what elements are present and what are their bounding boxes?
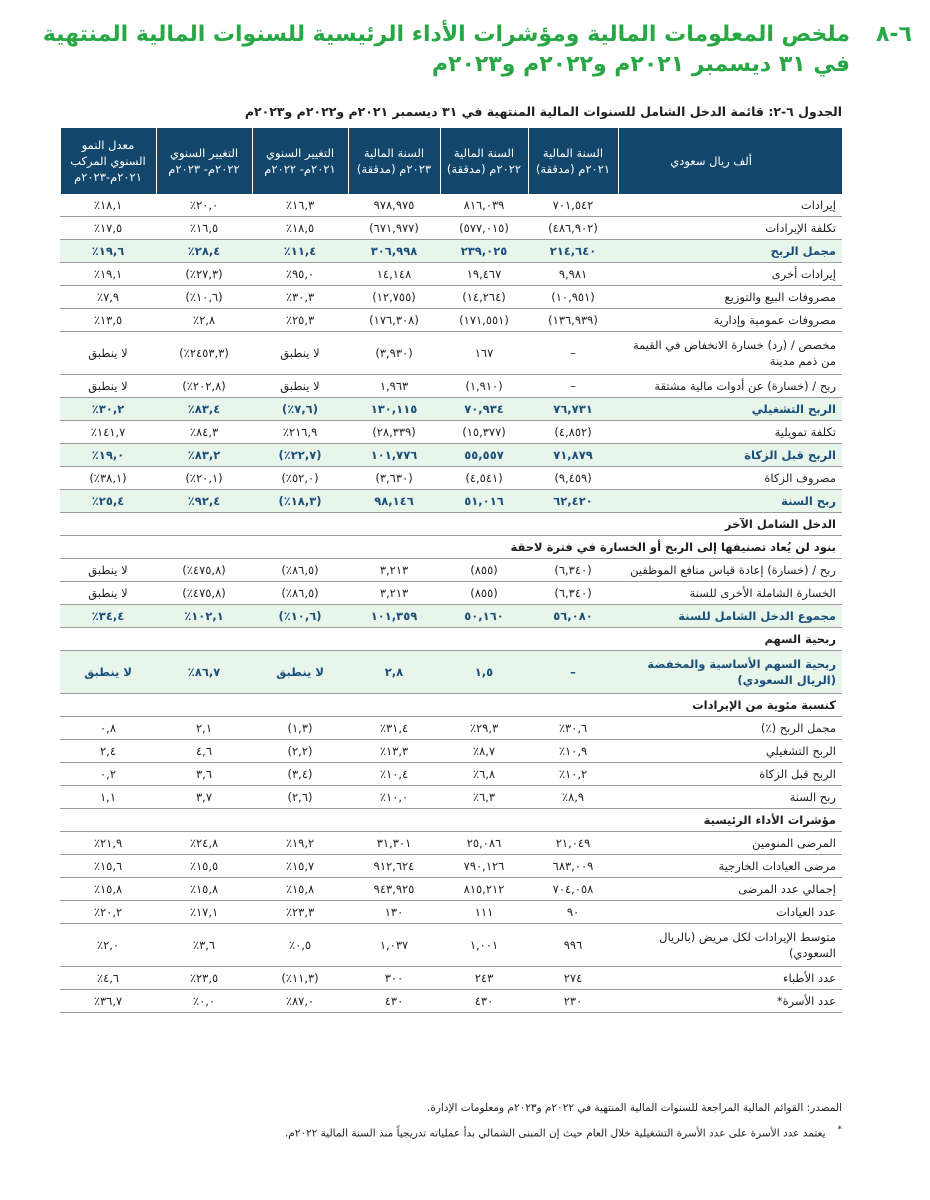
table-row <box>60 444 842 467</box>
table-cell: ٧٠,٩٣٤ <box>440 398 528 421</box>
table-cell: ١٤١,٧٪ <box>60 421 156 444</box>
section-row <box>60 694 842 717</box>
table-cell: ٥٥,٥٥٧ <box>440 444 528 467</box>
table-cell: (٨٦,٥٪) <box>252 559 348 582</box>
section-row <box>60 809 842 832</box>
table-cell: ٩٧٨,٩٧٥ <box>348 194 440 217</box>
table-cell: (٣٨,١٪) <box>60 467 156 490</box>
table-cell: ٣١,٤٪ <box>348 717 440 740</box>
table-cell: ٤٣٠ <box>440 990 528 1013</box>
table-cell: ١٣٠,١١٥ <box>348 398 440 421</box>
table-cell: (١٧١,٥٥١) <box>440 309 528 332</box>
row-label: الربح التشغيلي <box>618 740 842 763</box>
table-row <box>60 901 842 924</box>
table-cell: (٤٧٥,٨٪) <box>156 559 252 582</box>
table-cell: ٣٠,٢٪ <box>60 398 156 421</box>
table-cell: ٣١,٣٠١ <box>348 832 440 855</box>
table-cell: ١٣٠ <box>348 901 440 924</box>
table-cell: – <box>528 651 618 694</box>
row-label: تكلفة الإيرادات <box>618 217 842 240</box>
table-cell: (٦٧١,٩٧٧) <box>348 217 440 240</box>
table-row <box>60 263 842 286</box>
table-row <box>60 832 842 855</box>
table-cell: ٨٣,٢٪ <box>156 444 252 467</box>
column-header-change-2021-2022: التغيير السنوي ٢٠٢١م- ٢٠٢٢م <box>252 128 348 194</box>
table-cell: ١٧,٥٪ <box>60 217 156 240</box>
table-cell: لا ينطبق <box>60 375 156 398</box>
table-cell: ١٦,٣٪ <box>252 194 348 217</box>
table-row <box>60 990 842 1013</box>
table-cell: ١٨,١٪ <box>60 194 156 217</box>
table-cell: ١٥,٥٪ <box>156 855 252 878</box>
table-cell: ٠,٠٪ <box>156 990 252 1013</box>
table-cell: لا ينطبق <box>60 651 156 694</box>
table-row <box>60 605 842 628</box>
table-cell: ١٠,٠٪ <box>348 786 440 809</box>
table-cell: ٢٠,٢٪ <box>60 901 156 924</box>
section-row <box>60 628 842 651</box>
table-row <box>60 967 842 990</box>
table-cell: ١,٠٠١ <box>440 924 528 967</box>
table-cell: ٢,١ <box>156 717 252 740</box>
table-cell: ٧٠١,٥٤٢ <box>528 194 618 217</box>
table-cell: ١٨,٥٪ <box>252 217 348 240</box>
table-cell: (١٠,٦٪) <box>252 605 348 628</box>
row-label: ربحية السهم الأساسية والمخفضة (الريال السعودي) <box>618 651 842 694</box>
table-cell: ٣,٦ <box>156 763 252 786</box>
row-label: ربح السنة <box>618 490 842 513</box>
table-cell: ١٠١,٧٧٦ <box>348 444 440 467</box>
table-cell: ٢١٤,٦٤٠ <box>528 240 618 263</box>
table-cell: (٦,٣٤٠) <box>528 582 618 605</box>
table-row <box>60 763 842 786</box>
row-label: عدد العيادات <box>618 901 842 924</box>
table-cell: ٨٣,٤٪ <box>156 398 252 421</box>
table-cell: ٩٠ <box>528 901 618 924</box>
table-cell: ٦٨٣,٠٠٩ <box>528 855 618 878</box>
table-cell: (٢,٦) <box>252 786 348 809</box>
table-cell: ١٧,١٪ <box>156 901 252 924</box>
table-cell: ٢٨,٤٪ <box>156 240 252 263</box>
table-cell: ٨١٦,٠٣٩ <box>440 194 528 217</box>
table-cell: (٢,٢) <box>252 740 348 763</box>
table-row <box>60 217 842 240</box>
income-statement-table <box>60 128 843 1013</box>
row-label: مجمل الربح <box>618 240 842 263</box>
section-row <box>60 536 842 559</box>
table-row <box>60 375 842 398</box>
table-cell: (٣,٦٣٠) <box>348 467 440 490</box>
table-cell: ٩١٢,٦٢٤ <box>348 855 440 878</box>
column-header-label: ألف ريال سعودي <box>618 128 842 194</box>
table-cell: ٤,٦٪ <box>60 967 156 990</box>
table-cell: (٤٧٥,٨٪) <box>156 582 252 605</box>
table-cell: ٦٢,٤٢٠ <box>528 490 618 513</box>
table-cell: ٢٥,٣٪ <box>252 309 348 332</box>
table-cell: (٢٤٥٣,٣٪) <box>156 332 252 375</box>
column-header-fy2021: السنة المالية ٢٠٢١م (مدققة) <box>528 128 618 194</box>
row-label: مجمل الربح (٪) <box>618 717 842 740</box>
row-label: إيرادات أخرى <box>618 263 842 286</box>
row-label: إجمالي عدد المرضى <box>618 878 842 901</box>
table-cell: ٨٧,٠٪ <box>252 990 348 1013</box>
footnote-text: يعتمد عدد الأسرة على عدد الأسرة التشغيلية خلال العام حيث إن المبنى الشمالي بدأ عملياته تدريجياً منذ السنة المالية ٢٠٢٢م. <box>284 1127 826 1140</box>
table-cell: (٥٢,٠٪) <box>252 467 348 490</box>
table-cell: ٨,٧٪ <box>440 740 528 763</box>
table-cell: لا ينطبق <box>252 332 348 375</box>
table-cell: – <box>528 332 618 375</box>
table-cell: (٨٥٥) <box>440 582 528 605</box>
section-label: مؤشرات الأداء الرئيسية <box>60 809 842 832</box>
table-cell: (١١,٣٪) <box>252 967 348 990</box>
row-label: المرضى المنومين <box>618 832 842 855</box>
table-cell: ٨١٥,٢١٢ <box>440 878 528 901</box>
table-cell: ١٦٧ <box>440 332 528 375</box>
section-label: كنسبة مئوية من الإيرادات <box>60 694 842 717</box>
table-cell: ١,٩٦٣ <box>348 375 440 398</box>
table-cell: ٢,٠٪ <box>60 924 156 967</box>
table-cell: – <box>528 375 618 398</box>
row-label: عدد الأطباء <box>618 967 842 990</box>
table-cell: ١٥,٨٪ <box>156 878 252 901</box>
row-label: تكلفة تمويلية <box>618 421 842 444</box>
table-cell: ٩٤٣,٩٢٥ <box>348 878 440 901</box>
table-cell: ٣,٢١٣ <box>348 582 440 605</box>
table-cell: (٦,٣٤٠) <box>528 559 618 582</box>
table-cell: ٥٦,٠٨٠ <box>528 605 618 628</box>
table-cell: ٤,٦ <box>156 740 252 763</box>
table-cell: ١٠,٩٪ <box>528 740 618 763</box>
table-row <box>60 286 842 309</box>
row-label: إيرادات <box>618 194 842 217</box>
table-row <box>60 582 842 605</box>
table-cell: ٣٠٦,٩٩٨ <box>348 240 440 263</box>
row-label: مجموع الدخل الشامل للسنة <box>618 605 842 628</box>
section-row <box>60 513 842 536</box>
table-cell: ٩٩٦ <box>528 924 618 967</box>
table-cell: ٢,٨٪ <box>156 309 252 332</box>
table-row <box>60 194 842 217</box>
table-cell: ٣٠,٦٪ <box>528 717 618 740</box>
table-cell: (٢٢,٧٪) <box>252 444 348 467</box>
row-label: ربح / (خسارة) إعادة قياس منافع الموظفين <box>618 559 842 582</box>
table-cell: ٢٠,٠٪ <box>156 194 252 217</box>
table-cell: ٢١٦,٩٪ <box>252 421 348 444</box>
table-row <box>60 924 842 967</box>
footnote <box>60 1125 842 1140</box>
table-cell: (١٥,٣٧٧) <box>440 421 528 444</box>
table-cell: ١,٥ <box>440 651 528 694</box>
table-cell: ١٣,٣٪ <box>348 740 440 763</box>
table-cell: ٢٣٠ <box>528 990 618 1013</box>
table-cell: ١٠,٢٪ <box>528 763 618 786</box>
table-cell: ٢٥,٠٨٦ <box>440 832 528 855</box>
table-cell: (٢٠,١٪) <box>156 467 252 490</box>
table-cell: ٩٢,٤٪ <box>156 490 252 513</box>
row-label: مصروفات عمومية وإدارية <box>618 309 842 332</box>
row-label: مصروف الزكاة <box>618 467 842 490</box>
table-cell: (١٢,٧٥٥) <box>348 286 440 309</box>
table-cell: ٠,٥٪ <box>252 924 348 967</box>
table-cell: (٩,٤٥٩) <box>528 467 618 490</box>
table-row <box>60 467 842 490</box>
table-cell: ٣٠,٣٪ <box>252 286 348 309</box>
table-cell: ٨٦,٧٪ <box>156 651 252 694</box>
row-label: مصروفات البيع والتوزيع <box>618 286 842 309</box>
table-cell: ١١,٤٪ <box>252 240 348 263</box>
table-cell: (١٨,٣٪) <box>252 490 348 513</box>
table-cell: ٩٨,١٤٦ <box>348 490 440 513</box>
table-cell: ٧٠٤,٠٥٨ <box>528 878 618 901</box>
table-cell: ٢٣,٣٪ <box>252 901 348 924</box>
table-row <box>60 651 842 694</box>
table-cell: ٧٩٠,١٢٦ <box>440 855 528 878</box>
table-cell: ٢٤,٨٪ <box>156 832 252 855</box>
table-cell: ٢١,٩٪ <box>60 832 156 855</box>
table-cell: ٧١,٨٧٩ <box>528 444 618 467</box>
table-cell: (٥٧٧,٠١٥) <box>440 217 528 240</box>
table-cell: ٢٣٩,٠٢٥ <box>440 240 528 263</box>
table-cell: ٨٤,٣٪ <box>156 421 252 444</box>
table-cell: ١٩,١٪ <box>60 263 156 286</box>
table-cell: ٠,٢ <box>60 763 156 786</box>
table-cell: ٥١,٠١٦ <box>440 490 528 513</box>
section-label: الدخل الشامل الآخر <box>60 513 842 536</box>
row-label: الربح التشغيلي <box>618 398 842 421</box>
table-cell: ٢١,٠٤٩ <box>528 832 618 855</box>
row-label: الربح قبل الزكاة <box>618 763 842 786</box>
table-cell: (٤,٨٥٢) <box>528 421 618 444</box>
table-cell: ١٩,٤٦٧ <box>440 263 528 286</box>
table-cell: ١٩,٢٪ <box>252 832 348 855</box>
table-cell: ٢٥,٤٪ <box>60 490 156 513</box>
footnote-mark: * <box>837 1125 842 1135</box>
table-row <box>60 309 842 332</box>
table-cell: ١٥,٨٪ <box>60 878 156 901</box>
table-cell: لا ينطبق <box>60 332 156 375</box>
table-cell: ١,١ <box>60 786 156 809</box>
table-cell: (٨٥٥) <box>440 559 528 582</box>
table-cell: (٨٦,٥٪) <box>252 582 348 605</box>
table-row <box>60 421 842 444</box>
column-header-change-2022-2023: التغيير السنوي ٢٠٢٢م- ٢٠٢٣م <box>156 128 252 194</box>
column-header-fy2022: السنة المالية ٢٠٢٢م (مدققة) <box>440 128 528 194</box>
table-cell: (١٧٦,٣٠٨) <box>348 309 440 332</box>
table-cell: (٤٨٦,٩٠٢) <box>528 217 618 240</box>
table-cell: ١٥,٦٪ <box>60 855 156 878</box>
table-cell: لا ينطبق <box>60 582 156 605</box>
section-label: بنود لن يُعاد تصنيفها إلى الربح أو الخسارة في فترة لاحقة <box>60 536 842 559</box>
table-row <box>60 786 842 809</box>
table-header-row <box>60 128 842 194</box>
table-cell: (١٣٦,٩٣٩) <box>528 309 618 332</box>
table-cell: ٢٤٣ <box>440 967 528 990</box>
table-cell: ٣,٦٪ <box>156 924 252 967</box>
table-row <box>60 490 842 513</box>
table-row <box>60 855 842 878</box>
table-cell: ١٩,٠٪ <box>60 444 156 467</box>
table-cell: لا ينطبق <box>252 375 348 398</box>
table-cell: ٢,٤ <box>60 740 156 763</box>
table-cell: ٦,٣٪ <box>440 786 528 809</box>
table-cell: ١٠٢,١٪ <box>156 605 252 628</box>
table-cell: ١٥,٨٪ <box>252 878 348 901</box>
table-cell: (٤,٥٤١) <box>440 467 528 490</box>
table-cell: ٥٠,١٦٠ <box>440 605 528 628</box>
table-cell: ٣٠٠ <box>348 967 440 990</box>
table-cell: ٧٦,٧٣١ <box>528 398 618 421</box>
table-cell: ٢٣,٥٪ <box>156 967 252 990</box>
table-cell: (١٠,٦٪) <box>156 286 252 309</box>
table-cell: ٠,٨ <box>60 717 156 740</box>
table-row <box>60 559 842 582</box>
table-cell: ٣٤,٤٪ <box>60 605 156 628</box>
table-cell: ٦,٨٪ <box>440 763 528 786</box>
row-label: مرضى العيادات الخارجية <box>618 855 842 878</box>
section-number: ٦-٨ <box>875 22 912 47</box>
table-cell: ٢٧٤ <box>528 967 618 990</box>
table-row <box>60 332 842 375</box>
table-cell: ١٣,٥٪ <box>60 309 156 332</box>
table-cell: (٢٠٢,٨٪) <box>156 375 252 398</box>
table-cell: ٩٥,٠٪ <box>252 263 348 286</box>
table-cell: ١٤,١٤٨ <box>348 263 440 286</box>
table-cell: (٣,٩٣٠) <box>348 332 440 375</box>
table-cell: ٧,٩٪ <box>60 286 156 309</box>
row-label: ربح / (خسارة) عن أدوات مالية مشتقة <box>618 375 842 398</box>
table-row <box>60 398 842 421</box>
table-cell: ٤٣٠ <box>348 990 440 1013</box>
table-cell: (١٤,٢٦٤) <box>440 286 528 309</box>
table-row <box>60 717 842 740</box>
table-cell: ١٠١,٣٥٩ <box>348 605 440 628</box>
row-label: الربح قبل الزكاة <box>618 444 842 467</box>
section-title: ملخص المعلومات المالية ومؤشرات الأداء الرئيسية للسنوات المالية المنتهية في ٣١ ديسمبر ٢٠٢١م و٢٠٢٢م و٢٠٢٣م <box>42 22 850 77</box>
table-row <box>60 878 842 901</box>
row-label: ربح السنة <box>618 786 842 809</box>
table-cell: ٨,٩٪ <box>528 786 618 809</box>
table-cell: (١,٣) <box>252 717 348 740</box>
table-cell: ١٩,٦٪ <box>60 240 156 263</box>
table-cell: (١,٩١٠) <box>440 375 528 398</box>
table-cell: (٢٧,٣٪) <box>156 263 252 286</box>
table-cell: ٩,٩٨١ <box>528 263 618 286</box>
table-cell: ٣,٧ <box>156 786 252 809</box>
table-cell: ١١١ <box>440 901 528 924</box>
table-cell: (٧,٦٪) <box>252 398 348 421</box>
row-label: الخسارة الشاملة الأخرى للسنة <box>618 582 842 605</box>
table-cell: ١٥,٧٪ <box>252 855 348 878</box>
table-cell: ٣,٢١٣ <box>348 559 440 582</box>
table-cell: ٢,٨ <box>348 651 440 694</box>
table-row <box>60 740 842 763</box>
section-heading <box>30 20 912 80</box>
row-label: عدد الأسرة* <box>618 990 842 1013</box>
table-cell: (١٠,٩٥١) <box>528 286 618 309</box>
table-cell: ١,٠٣٧ <box>348 924 440 967</box>
column-header-cagr: معدل النمو السنوي المركب ٢٠٢١م-٢٠٢٣م <box>60 128 156 194</box>
table-cell: ١٠,٤٪ <box>348 763 440 786</box>
table-cell: لا ينطبق <box>60 559 156 582</box>
row-label: متوسط الإيرادات لكل مريض (بالريال السعودي) <box>618 924 842 967</box>
row-label: مخصص / (رد) خسارة الانخفاض في القيمة من ذمم مدينة <box>618 332 842 375</box>
table-cell: ٢٩,٣٪ <box>440 717 528 740</box>
table-cell: (٣,٤) <box>252 763 348 786</box>
table-row <box>60 240 842 263</box>
table-cell: لا ينطبق <box>252 651 348 694</box>
table-cell: ١٦,٥٪ <box>156 217 252 240</box>
table-cell: (٢٨,٣٣٩) <box>348 421 440 444</box>
table-cell: ٣٦,٧٪ <box>60 990 156 1013</box>
column-header-fy2023: السنة المالية ٢٠٢٣م (مدققة) <box>348 128 440 194</box>
section-label: ربحية السهم <box>60 628 842 651</box>
table-caption: الجدول ٦-٢: قائمة الدخل الشامل للسنوات المالية المنتهية في ٣١ ديسمبر ٢٠٢١م و٢٠٢٢م و٢٠٢٣م <box>244 104 842 119</box>
source-note: المصدر: القوائم المالية المراجعة للسنوات المالية المنتهية في ٢٠٢٢م و٢٠٢٣م ومعلومات الإدارة. <box>426 1102 842 1114</box>
